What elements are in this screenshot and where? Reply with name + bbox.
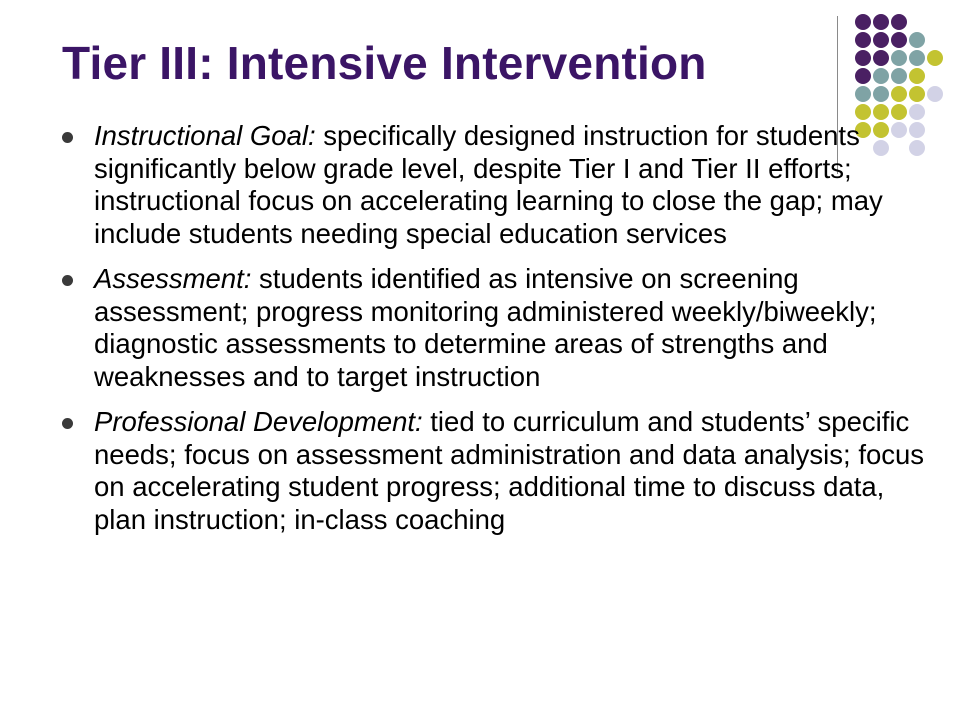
decor-dot — [855, 50, 871, 66]
bullet-dot-icon — [62, 418, 73, 429]
decor-dot — [909, 50, 925, 66]
bullet-text: tied to curriculum and students’ specific needs; focus on assessment administration and data analysis; focus on accelerating student progress; additional time to discuss data, plan instruction; in-class coaching — [94, 406, 925, 535]
bullet-item-assessment — [62, 263, 942, 393]
bullet-term: Instructional Goal: — [94, 120, 316, 151]
bullet-text: specifically designed instruction for students significantly below grade level, despite Tier I and Tier II efforts; instructional focus on accelerating learning to close the gap; may include students needing special education services — [94, 120, 883, 249]
decor-dot — [891, 86, 907, 102]
decor-dot — [891, 50, 907, 66]
decor-dot — [873, 50, 889, 66]
bullet-term: Professional Development: — [94, 406, 423, 437]
bullet-dot-icon — [62, 132, 73, 143]
decor-dot — [909, 32, 925, 48]
decor-dot — [891, 32, 907, 48]
decor-dot — [873, 14, 889, 30]
decor-dot — [927, 50, 943, 66]
decor-dot — [909, 86, 925, 102]
bullet-list — [62, 120, 942, 549]
bullet-item-instructional-goal — [62, 120, 942, 250]
decor-dot — [855, 68, 871, 84]
bullet-text: students identified as intensive on screening assessment; progress monitoring administered weekly/biweekly; diagnostic assessments to determine areas of strengths and weaknesses and to target instruction — [94, 263, 877, 392]
decor-dot — [855, 104, 871, 120]
slide-title: Tier III: Intensive Intervention — [62, 37, 707, 89]
decor-dot — [873, 68, 889, 84]
decor-dot — [855, 32, 871, 48]
decor-dot — [873, 32, 889, 48]
decor-dot — [909, 104, 925, 120]
decor-dot — [891, 68, 907, 84]
decor-dot — [873, 86, 889, 102]
decor-dot — [855, 86, 871, 102]
decor-dot — [855, 14, 871, 30]
bullet-dot-icon — [62, 275, 73, 286]
decor-dot — [891, 104, 907, 120]
bullet-item-professional-development — [62, 406, 942, 536]
decor-dot — [891, 14, 907, 30]
bullet-term: Assessment: — [94, 263, 252, 294]
decor-dot — [873, 104, 889, 120]
decor-dot — [909, 68, 925, 84]
decor-dot — [927, 86, 943, 102]
